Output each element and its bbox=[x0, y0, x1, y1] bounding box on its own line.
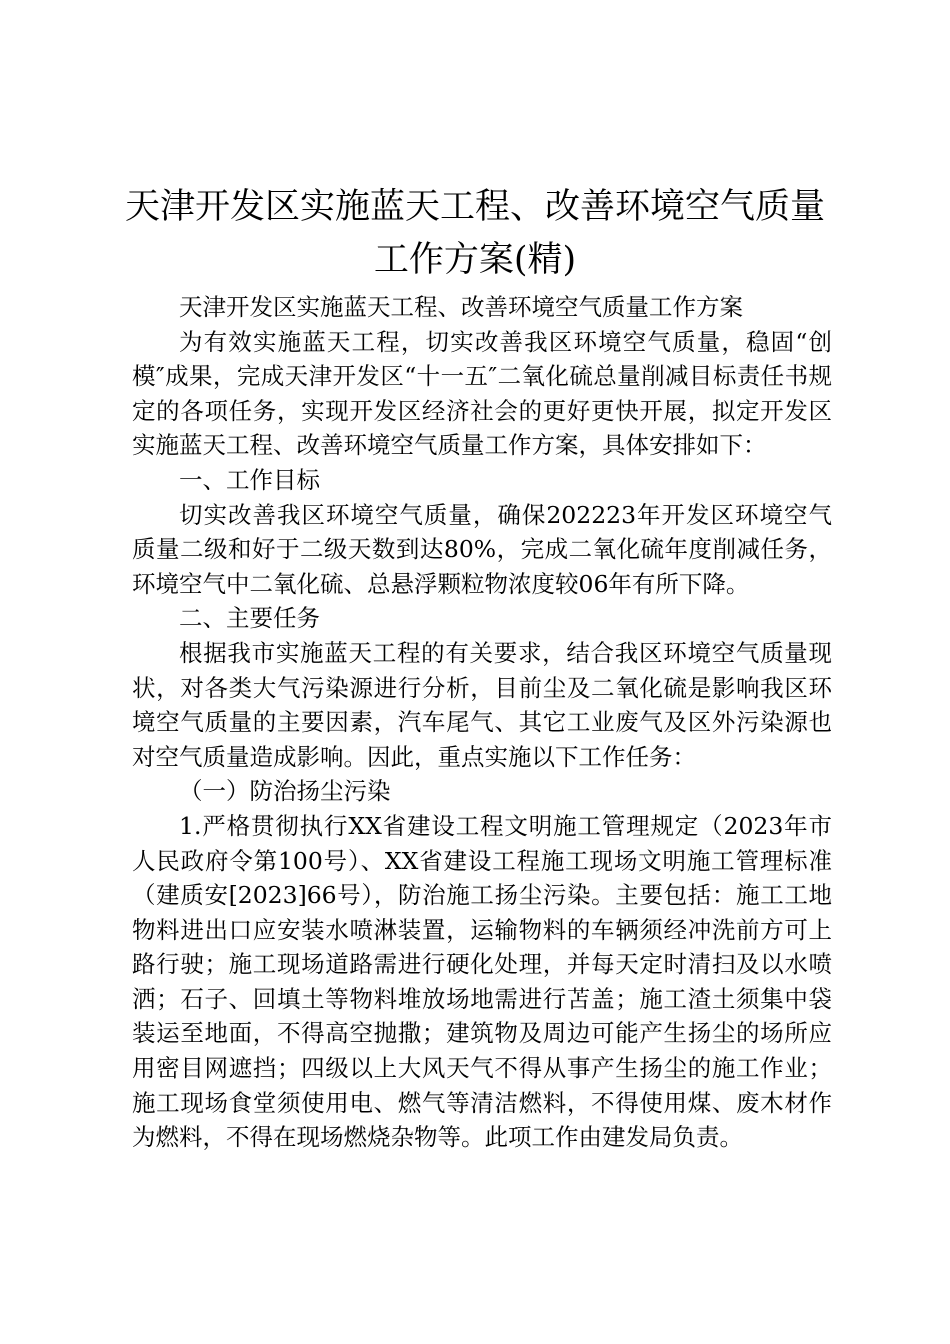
section-heading-goals: 一、工作目标 bbox=[179, 465, 320, 494]
document-title-line-2: 工作方案(精) bbox=[373, 240, 577, 280]
document-title-line-1: 天津开发区实施蓝天工程、改善环境空气质量 bbox=[124, 187, 825, 227]
subsection-heading-dust: （一）防治扬尘污染 bbox=[179, 777, 391, 806]
section-heading-tasks: 二、主要任务 bbox=[179, 604, 320, 633]
document-body bbox=[132, 290, 832, 1155]
tasks-paragraph: 根据我市实施蓝天工程的有关要求，结合我区环境空气质量现状，对各类大气污染源进行分析，目前尘及二氧化硫是影响我区环境空气质量的主要因素，汽车尾气、其它工业废气及区外污染源也对空气质量造成影响。因此，重点实施以下工作任务： bbox=[132, 638, 832, 771]
subtitle-paragraph: 天津开发区实施蓝天工程、改善环境空气质量工作方案 bbox=[179, 293, 743, 321]
dust-control-paragraph: 1.严格贯彻执行XX省建设工程文明施工管理规定（2023年市人民政府令第100号）、XX省建设工程施工现场文明施工管理标准（建质安[2023]66号），防治施工扬尘污染。主要包括：施工工地物料进出口应安装水喷淋装置，运输物料的车辆须经冲洗前方可上路行驶；施工现场道路需进行硬化处理，并每天定时清扫及以水喷洒；石子、回填土等物料堆放场地需进行苫盖；施工渣土须集中袋装运至地面，不得高空抛撒；建筑物及周边可能产生扬尘的场所应用密目网遮挡；四级以上大风天气不得从事产生扬尘的施工作业；施工现场食堂须使用电、燃气等清洁燃料，不得使用煤、废木材作为燃料，不得在现场燃烧杂物等。此项工作由建发局负责。 bbox=[132, 811, 832, 1152]
intro-paragraph: 为有效实施蓝天工程，切实改善我区环境空气质量，稳固“创模″成果，完成天津开发区“十一五″二氧化硫总量削减目标责任书规定的各项任务，实现开发区经济社会的更好更快开展，拟定开发区实施蓝天工程、改善环境空气质量工作方案，具体安排如下： bbox=[132, 327, 832, 460]
goals-paragraph: 切实改善我区环境空气质量，确保202223年开发区环境空气质量二级和好于二级天数到达80%，完成二氧化硫年度削减任务，环境空气中二氧化硫、总悬浮颗粒物浓度较06年有所下降。 bbox=[132, 500, 832, 598]
